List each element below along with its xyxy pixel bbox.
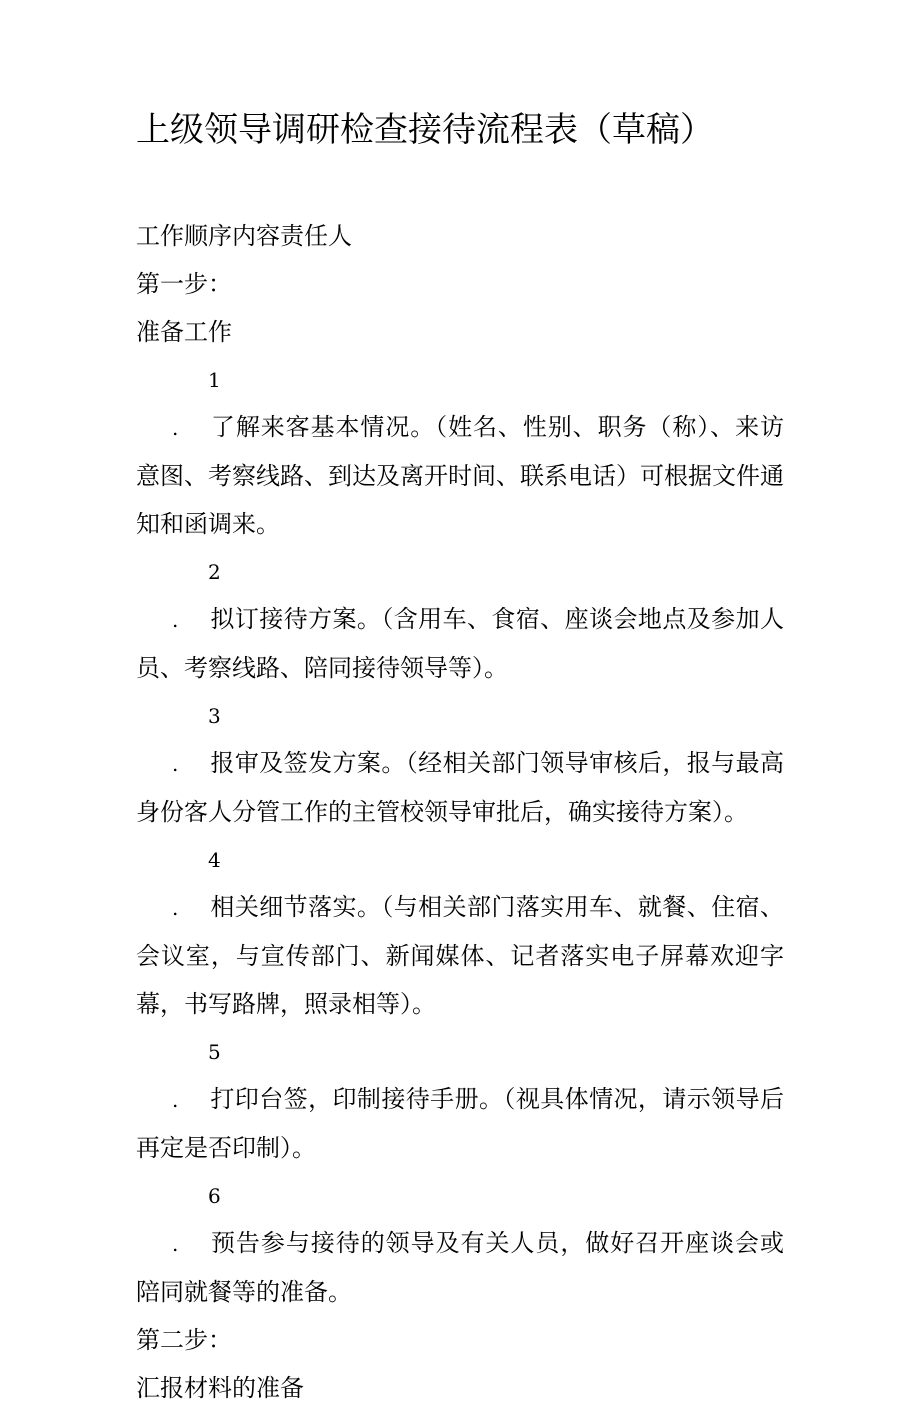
item-number: 1. [172,368,221,440]
item-number: 4. [172,848,221,920]
item-number: 3. [172,704,221,776]
item-text: 拟订接待方案。（含用车、食宿、座谈会地点及参加人员、考察线路、陪同接待领导等）。 [136,605,784,682]
header-row: 工作顺序内容责任人 [136,222,352,250]
document-title: 上级领导调研检查接待流程表（草稿） [136,110,714,150]
step-1-item-6 [136,1172,784,1316]
step-1-item-4 [136,836,784,1028]
item-text: 打印台签，印制接待手册。（视具体情况，请示领导后再定是否印制）。 [136,1085,784,1162]
step-2-heading: 汇报材料的准备 [136,1374,304,1402]
step-1-item-5 [136,1028,784,1172]
item-text: 相关细节落实。（与相关部门落实用车、就餐、住宿、会议室，与宣传部门、新闻媒体、记者落实电子屏幕欢迎字幕，书写路牌，照录相等）。 [136,893,784,1018]
step-2-label: 第二步： [136,1326,232,1354]
step-1-item-1 [136,356,784,548]
step-1-item-3 [136,692,784,836]
item-number: 6. [172,1184,221,1256]
item-number: 2. [172,560,221,632]
item-text: 报审及签发方案。（经相关部门领导审核后，报与最高身份客人分管工作的主管校领导审批后，确实接待方案）。 [136,749,784,826]
step-1-label: 第一步： [136,270,232,298]
item-text: 了解来客基本情况。（姓名、性别、职务（称）、来访意图、考察线路、到达及离开时间、联系电话）可根据文件通知和函调来。 [136,413,784,538]
step-1-heading: 准备工作 [136,318,232,346]
item-number: 5. [172,1040,221,1112]
document-body [136,212,784,1412]
item-text: 预告参与接待的领导及有关人员，做好召开座谈会或陪同就餐等的准备。 [136,1229,784,1306]
step-1-item-2 [136,548,784,692]
